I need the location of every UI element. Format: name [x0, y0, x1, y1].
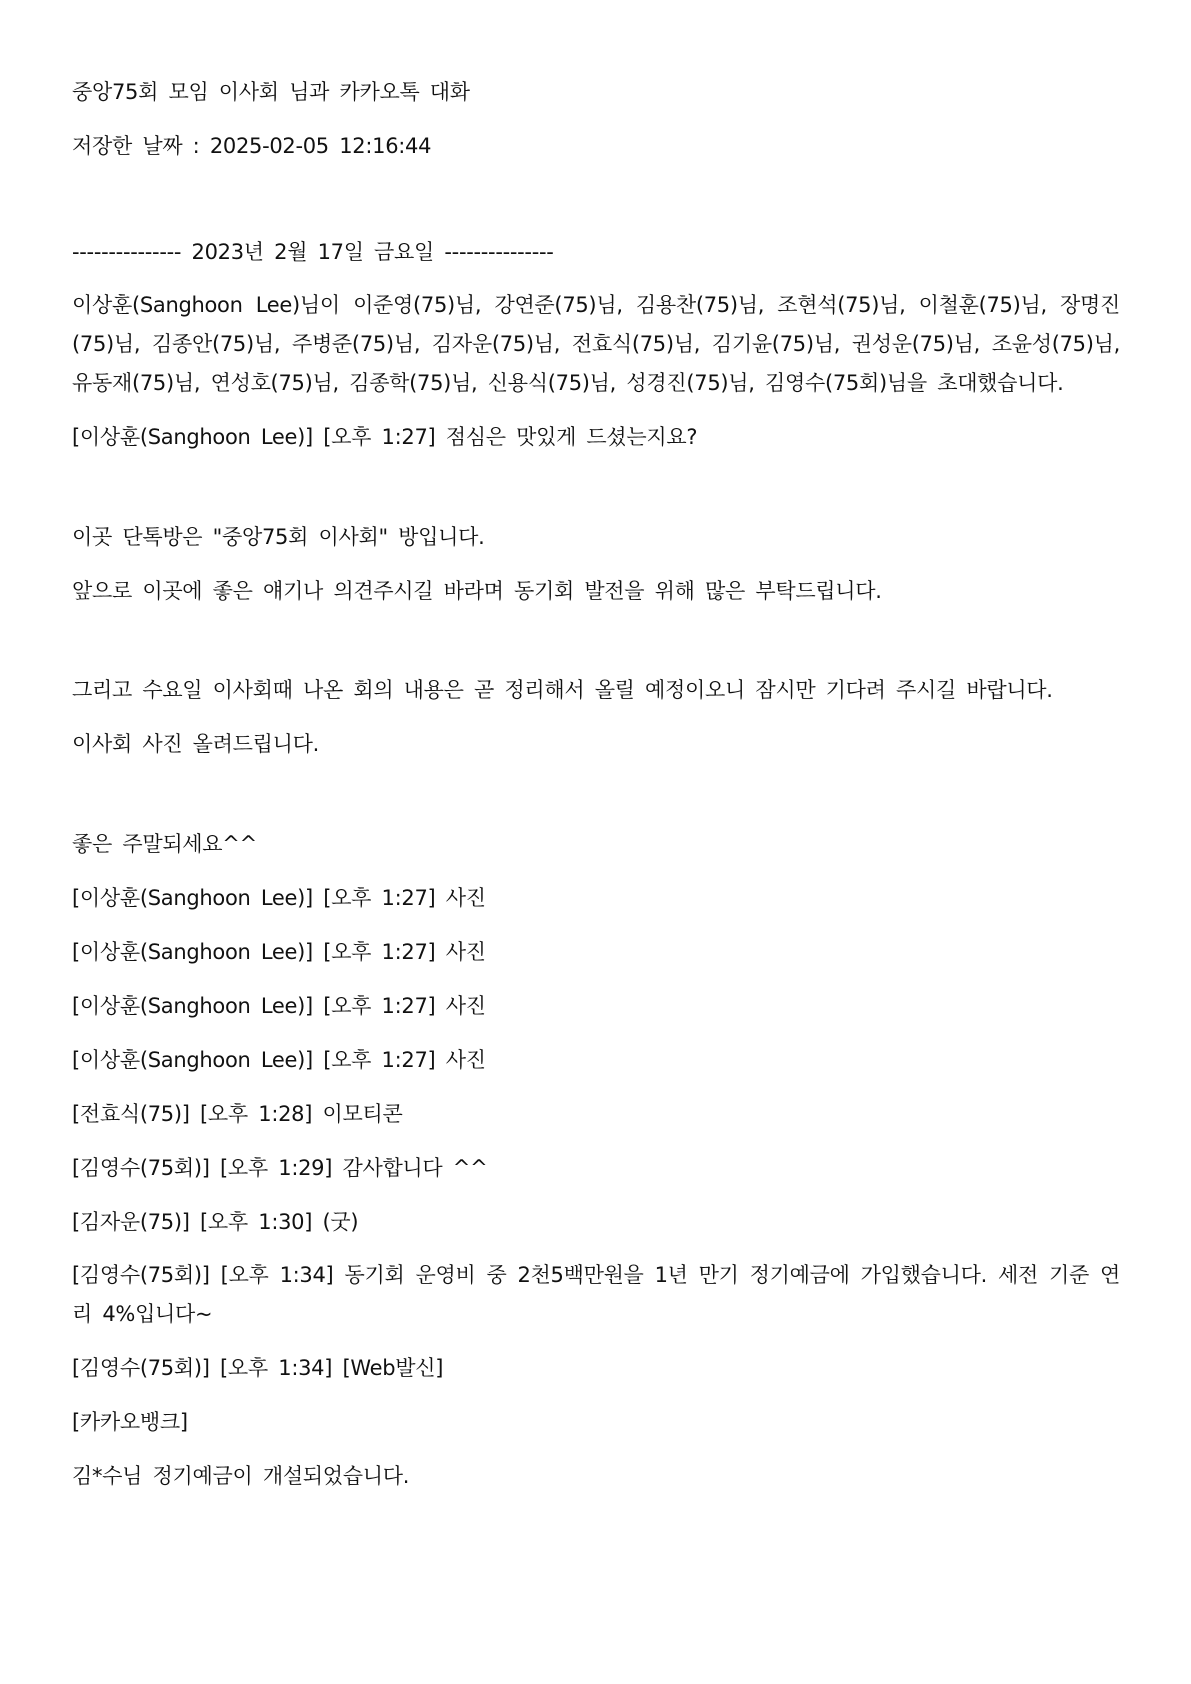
spacer: [72, 180, 1120, 232]
chat-message: 이곳 단톡방은 "중앙75회 이사회" 방입니다.: [72, 525, 485, 549]
spacer: [72, 471, 1120, 517]
chat-message: [이상훈(Sanghoon Lee)] [오후 1:27] 사진: [72, 1048, 486, 1072]
chat-message: [김영수(75회)] [오후 1:34] 동기회 운영비 중 2천5백만원을 1년 만기 정기예금에 가입했습니다. 세전 기준 연리 4%입니다~: [72, 1263, 1120, 1326]
chat-message: [이상훈(Sanghoon Lee)] [오후 1:27] 사진: [72, 994, 486, 1018]
saved-date: 저장한 날짜 : 2025-02-05 12:16:44: [72, 134, 432, 158]
chat-message: 김*수님 정기예금이 개설되었습니다.: [72, 1464, 410, 1488]
chat-message: 이사회 사진 올려드립니다.: [72, 732, 319, 756]
chat-export-document: [72, 72, 1120, 1510]
chat-message: [이상훈(Sanghoon Lee)] [오후 1:27] 점심은 맛있게 드셨는지요?: [72, 425, 698, 449]
date-divider: --------------- 2023년 2월 17일 금요일 ---------------: [72, 240, 554, 264]
chat-message: [이상훈(Sanghoon Lee)] [오후 1:27] 사진: [72, 940, 486, 964]
chat-message: [이상훈(Sanghoon Lee)] [오후 1:27] 사진: [72, 886, 486, 910]
spacer: [72, 625, 1120, 671]
chat-message: 그리고 수요일 이사회때 나온 회의 내용은 곧 정리해서 올릴 예정이오니 잠시만 기다려 주시길 바랍니다.: [72, 678, 1053, 702]
invite-message: 이상훈(Sanghoon Lee)님이 이준영(75)님, 강연준(75)님, 김용찬(75)님, 조현석(75)님, 이철훈(75)님, 장명진(75)님, 김종안(75)님, 주병준(75)님, 김자운(75)님, 전효식(75)님, 김기윤(75)님, 권성운(75)님, 조윤성(75)님, 유동재(75)님, 연성호(75)님, 김종학(75)님, 신용식(75)님, 성경진(75)님, 김영수(75회)님을 초대했습니다.: [72, 293, 1120, 395]
spacer: [72, 778, 1120, 824]
chat-message: [김자운(75)] [오후 1:30] (굿): [72, 1210, 359, 1234]
chat-message: [카카오뱅크]: [72, 1410, 188, 1434]
chat-message: [김영수(75회)] [오후 1:29] 감사합니다 ^^: [72, 1156, 488, 1180]
chat-message: 좋은 주말되세요^^: [72, 832, 257, 856]
document-title: 중앙75회 모임 이사회 님과 카카오톡 대화: [72, 80, 470, 104]
chat-message: [전효식(75)] [오후 1:28] 이모티콘: [72, 1102, 403, 1126]
chat-message: [김영수(75회)] [오후 1:34] [Web발신]: [72, 1356, 444, 1380]
chat-message: 앞으로 이곳에 좋은 얘기나 의견주시길 바라며 동기회 발전을 위해 많은 부탁드립니다.: [72, 579, 882, 603]
